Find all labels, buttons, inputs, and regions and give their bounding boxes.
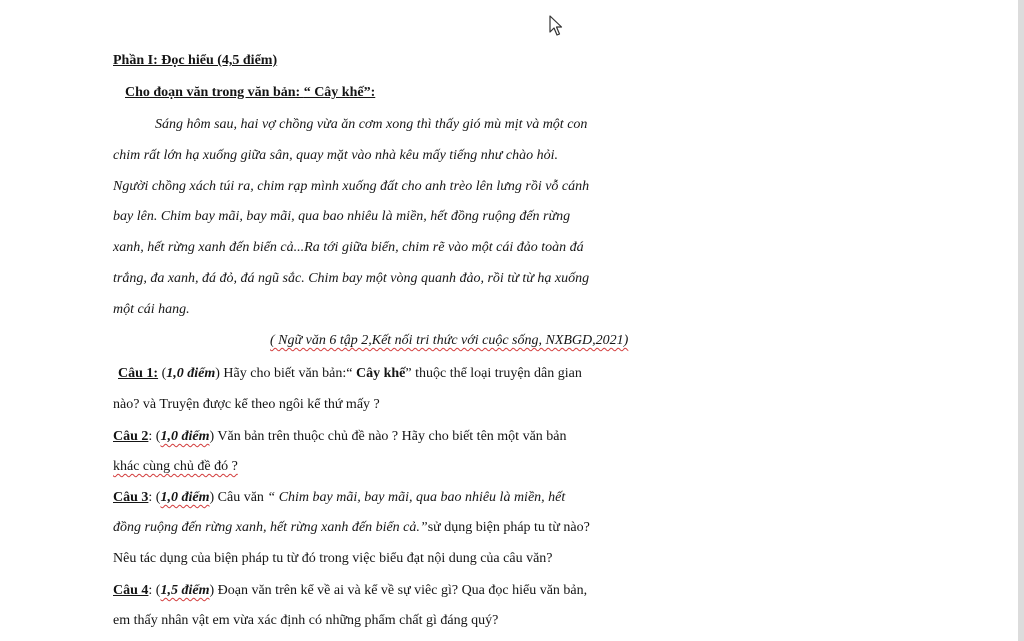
source-citation: ( Ngữ văn 6 tập 2,Kết nối tri thức với cuộc sống, NXBGD,2021) (270, 333, 629, 348)
question-1-label: Câu 1: (118, 366, 159, 381)
question-3-label: Câu 3 (113, 490, 149, 505)
mouse-pointer-icon (549, 15, 563, 37)
question-2-line-2: khác cùng chủ đề đó ? (113, 459, 238, 474)
question-4-line-2: em thấy nhân vật em vừa xác định có những phẩm chất gì đáng quý? (113, 613, 499, 628)
passage-line-1: Sáng hôm sau, hai vợ chồng vừa ăn cơm xong thì thấy gió mù mịt và một con (155, 117, 588, 132)
question-1-points: 1,0 điểm (166, 366, 216, 381)
question-2-label: Câu 2 (113, 429, 149, 444)
question-4: Câu 4: (1,5 điểm) Đoạn văn trên kể về ai và kể về sự viêc gì? Qua đọc hiểu văn bản, (113, 583, 588, 598)
question-3-line-3: Nêu tác dụng của biện pháp tu từ đó trong việc biểu đạt nội dung của câu văn? (113, 551, 553, 566)
question-2-points: 1,0 điểm (160, 429, 210, 444)
question-3-points: 1,0 điểm (160, 490, 210, 505)
passage-line-3: Người chồng xách túi ra, chim rạp mình xuống đất cho anh trèo lên lưng rồi vỗ cánh (113, 179, 590, 194)
passage-line-2: chim rất lớn hạ xuống giữa sân, quay mặt vào nhà kêu mấy tiếng như chào hỏi. (113, 148, 559, 163)
question-3: Câu 3: (1,0 điểm) Câu văn “ Chim bay mãi, bay mãi, qua bao nhiêu là miền, hết (113, 490, 566, 505)
question-1-line-2: nào? và Truyện được kể theo ngôi kể thứ mấy ? (113, 397, 380, 412)
passage-line-4: bay lên. Chim bay mãi, bay mãi, qua bao nhiêu là miền, hết đồng ruộng đến rừng (113, 209, 571, 224)
question-4-label: Câu 4 (113, 583, 149, 598)
section-heading: Phần I: Đọc hiểu (4,5 điểm) (113, 53, 278, 68)
question-4-points: 1,5 điểm (160, 583, 210, 598)
passage-line-5: xanh, hết rừng xanh đến biển cả...Ra tới giữa biển, chim rẽ vào một cái đảo toàn đá (113, 240, 584, 255)
passage-line-6: trắng, đa xanh, đá đỏ, đá ngũ sắc. Chim bay một vòng quanh đảo, rồi từ từ hạ xuống (113, 271, 590, 286)
question-1: Câu 1: (1,0 điểm) Hãy cho biết văn bản:“ Cây khế” thuộc thể loại truyện dân gian (118, 366, 582, 381)
window-edge (1018, 0, 1024, 641)
question-2: Câu 2: (1,0 điểm) Văn bản trên thuộc chủ đề nào ? Hãy cho biết tên một văn bản (113, 429, 567, 444)
question-3-line-2: đồng ruộng đến rừng xanh, hết rừng xanh đến biển cả.”sử dụng biện pháp tu từ nào? (113, 520, 590, 535)
passage-intro: Cho đoạn văn trong văn bản: “ Cây khế”: (125, 85, 376, 100)
passage-line-7: một cái hang. (113, 302, 190, 317)
